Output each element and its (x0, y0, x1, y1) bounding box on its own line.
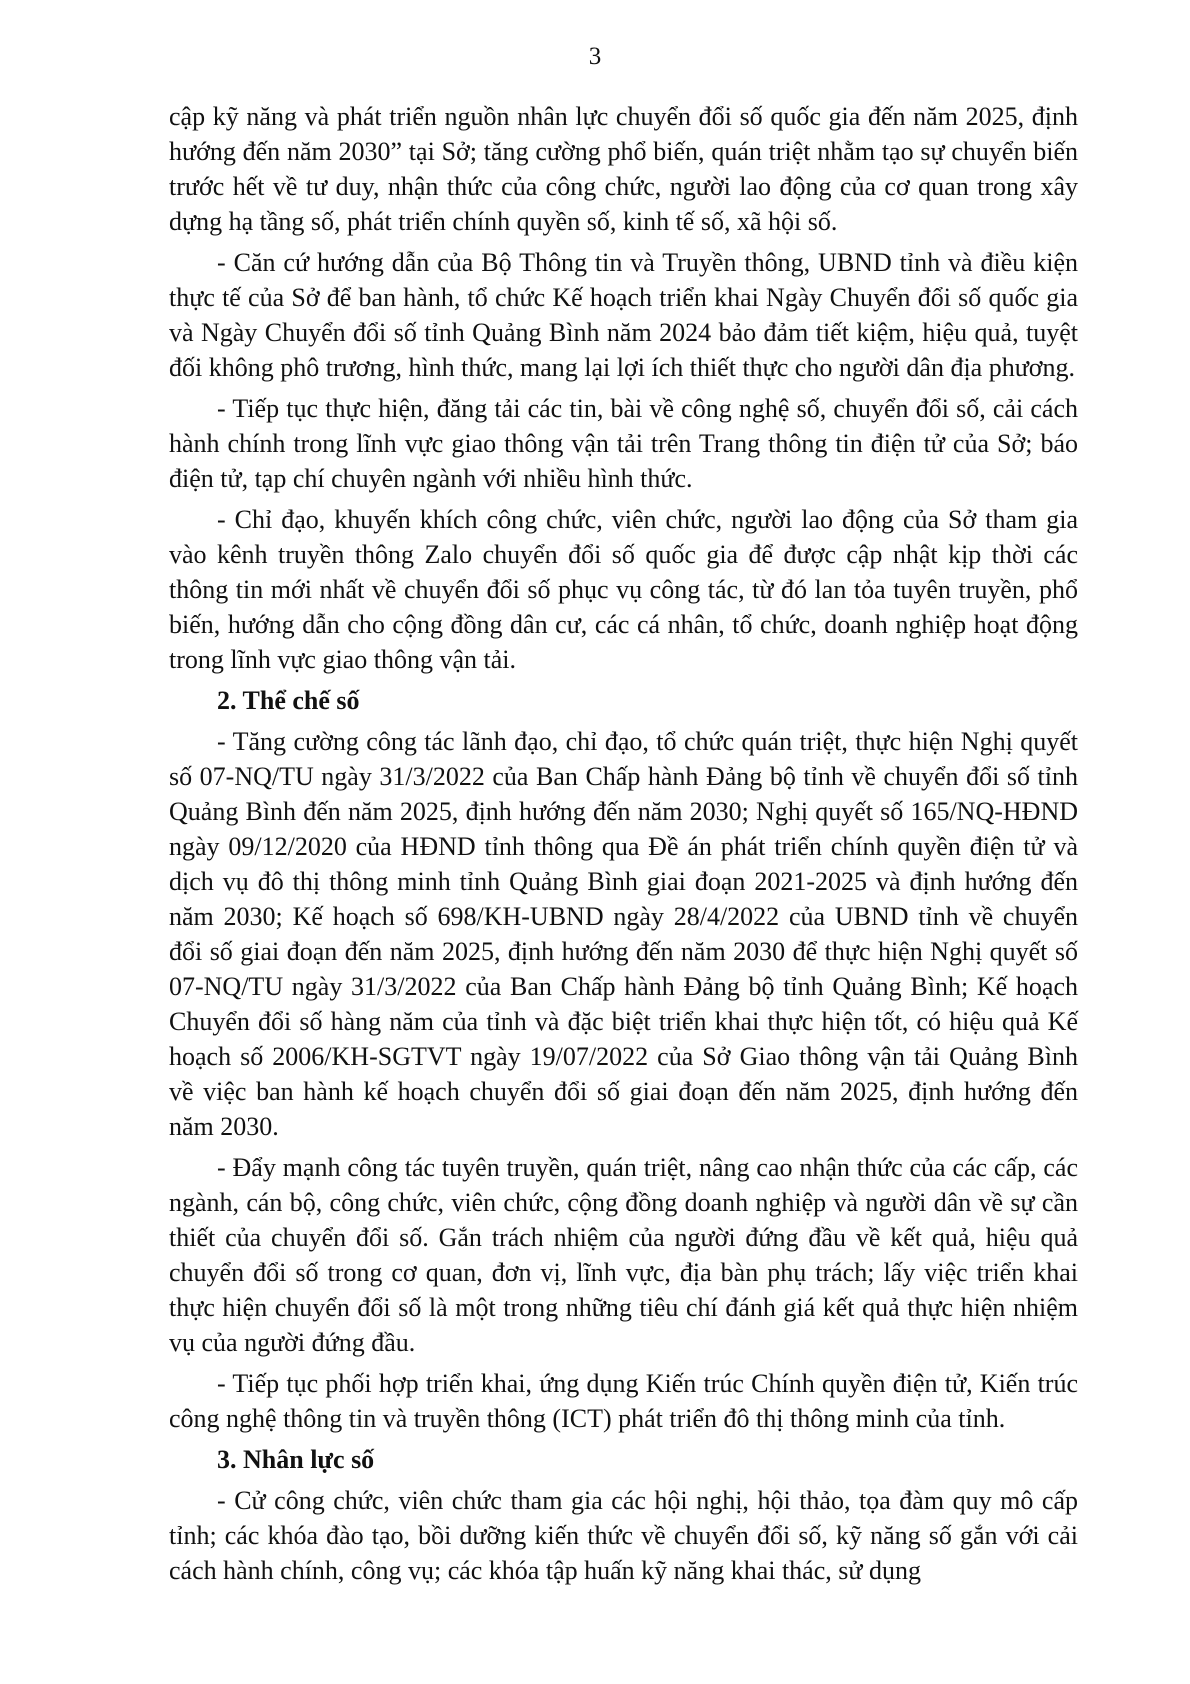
paragraph-awareness-promotion: - Đẩy mạnh công tác tuyên truyền, quán triệt, nâng cao nhận thức của các cấp, các ngành, cán bộ, công chức, viên chức, cộng đồng doanh nghiệp và người dân về sự cần thiết của chuyển đổi số. Gắn trách nhiệm của người đứng đầu về kết quả, hiệu quả chuyển đổi số trong cơ quan, đơn vị, lĩnh vực, địa bàn phụ trách; lấy việc triển khai thực hiện chuyển đổi số là một trong những tiêu chí đánh giá kết quả thực hiện nhiệm vụ của người đứng đầu. (169, 1153, 1078, 1357)
paragraph-zalo-channel: - Chỉ đạo, khuyến khích công chức, viên chức, người lao động của Sở tham gia vào kênh truyền thông Zalo chuyển đổi số quốc gia để được cập nhật kịp thời các thông tin mới nhất về chuyển đổi số phục vụ công tác, từ đó lan tỏa tuyên truyền, phổ biến, hướng dẫn cho cộng đồng dân cư, các cá nhân, tổ chức, doanh nghiệp hoạt động trong lĩnh vực giao thông vận tải. (169, 505, 1078, 674)
paragraph-ict-architecture: - Tiếp tục phối hợp triển khai, ứng dụng Kiến trúc Chính quyền điện tử, Kiến trúc công nghệ thông tin và truyền thông (ICT) phát triển đô thị thông minh của tỉnh. (169, 1369, 1078, 1433)
paragraph-leadership-resolutions: - Tăng cường công tác lãnh đạo, chỉ đạo, tổ chức quán triệt, thực hiện Nghị quyết số 07-NQ/TU ngày 31/3/2022 của Ban Chấp hành Đảng bộ tỉnh về chuyển đổi số tỉnh Quảng Bình đến năm 2025, định hướng đến năm 2030; Nghị quyết số 165/NQ-HĐND ngày 09/12/2020 của HĐND tỉnh thông qua Đề án phát triển chính quyền điện tử và dịch vụ đô thị thông minh tỉnh Quảng Bình giai đoạn 2021-2025 và định hướng đến năm 2030; Kế hoạch số 698/KH-UBND ngày 28/4/2022 của UBND tỉnh về chuyển đổi số giai đoạn đến năm 2025, định hướng đến năm 2030 để thực hiện Nghị quyết số 07-NQ/TU ngày 31/3/2022 của Ban Chấp hành Đảng bộ tỉnh Quảng Bình; Kế hoạch Chuyển đổi số hàng năm của tỉnh và đặc biệt triển khai thực hiện tốt, có hiệu quả Kế hoạch số 2006/KH-SGTVT ngày 19/07/2022 của Sở Giao thông vận tải Quảng Bình về việc ban hành kế hoạch chuyển đổi số giai đoạn đến năm 2025, định hướng đến năm 2030. (169, 727, 1078, 1141)
document-body (169, 99, 1078, 1594)
page-number: 3 (588, 43, 602, 70)
paragraph-intro-continuation: cập kỹ năng và phát triển nguồn nhân lực chuyển đổi số quốc gia đến năm 2025, định hướng đến năm 2030” tại Sở; tăng cường phổ biến, quán triệt nhằm tạo sự chuyển biến trước hết về tư duy, nhận thức của công chức, người lao động của cơ quan trong xây dựng hạ tầng số, phát triển chính quyền số, kinh tế số, xã hội số. (169, 102, 1078, 236)
paragraph-news-publishing: - Tiếp tục thực hiện, đăng tải các tin, bài về công nghệ số, chuyển đổi số, cải cách hành chính trong lĩnh vực giao thông vận tải trên Trang thông tin điện tử của Sở; báo điện tử, tạp chí chuyên ngành với nhiều hình thức. (169, 394, 1078, 493)
paragraph-training-participation: - Cử công chức, viên chức tham gia các hội nghị, hội thảo, tọa đàm quy mô cấp tỉnh; các khóa đào tạo, bồi dưỡng kiến thức về chuyển đổi số, kỹ năng số gắn với cải cách hành chính, công vụ; các khóa tập huấn kỹ năng khai thác, sử dụng (169, 1486, 1078, 1585)
section-heading-digital-institutions: 2. Thể chế số (217, 686, 360, 715)
paragraph-digital-day-plan: - Căn cứ hướng dẫn của Bộ Thông tin và Truyền thông, UBND tỉnh và điều kiện thực tế của Sở để ban hành, tổ chức Kế hoạch triển khai Ngày Chuyển đổi số quốc gia và Ngày Chuyển đổi số tỉnh Quảng Bình năm 2024 bảo đảm tiết kiệm, hiệu quả, tuyệt đối không phô trương, hình thức, mang lại lợi ích thiết thực cho người dân địa phương. (169, 248, 1078, 382)
section-heading-digital-workforce: 3. Nhân lực số (217, 1445, 375, 1474)
